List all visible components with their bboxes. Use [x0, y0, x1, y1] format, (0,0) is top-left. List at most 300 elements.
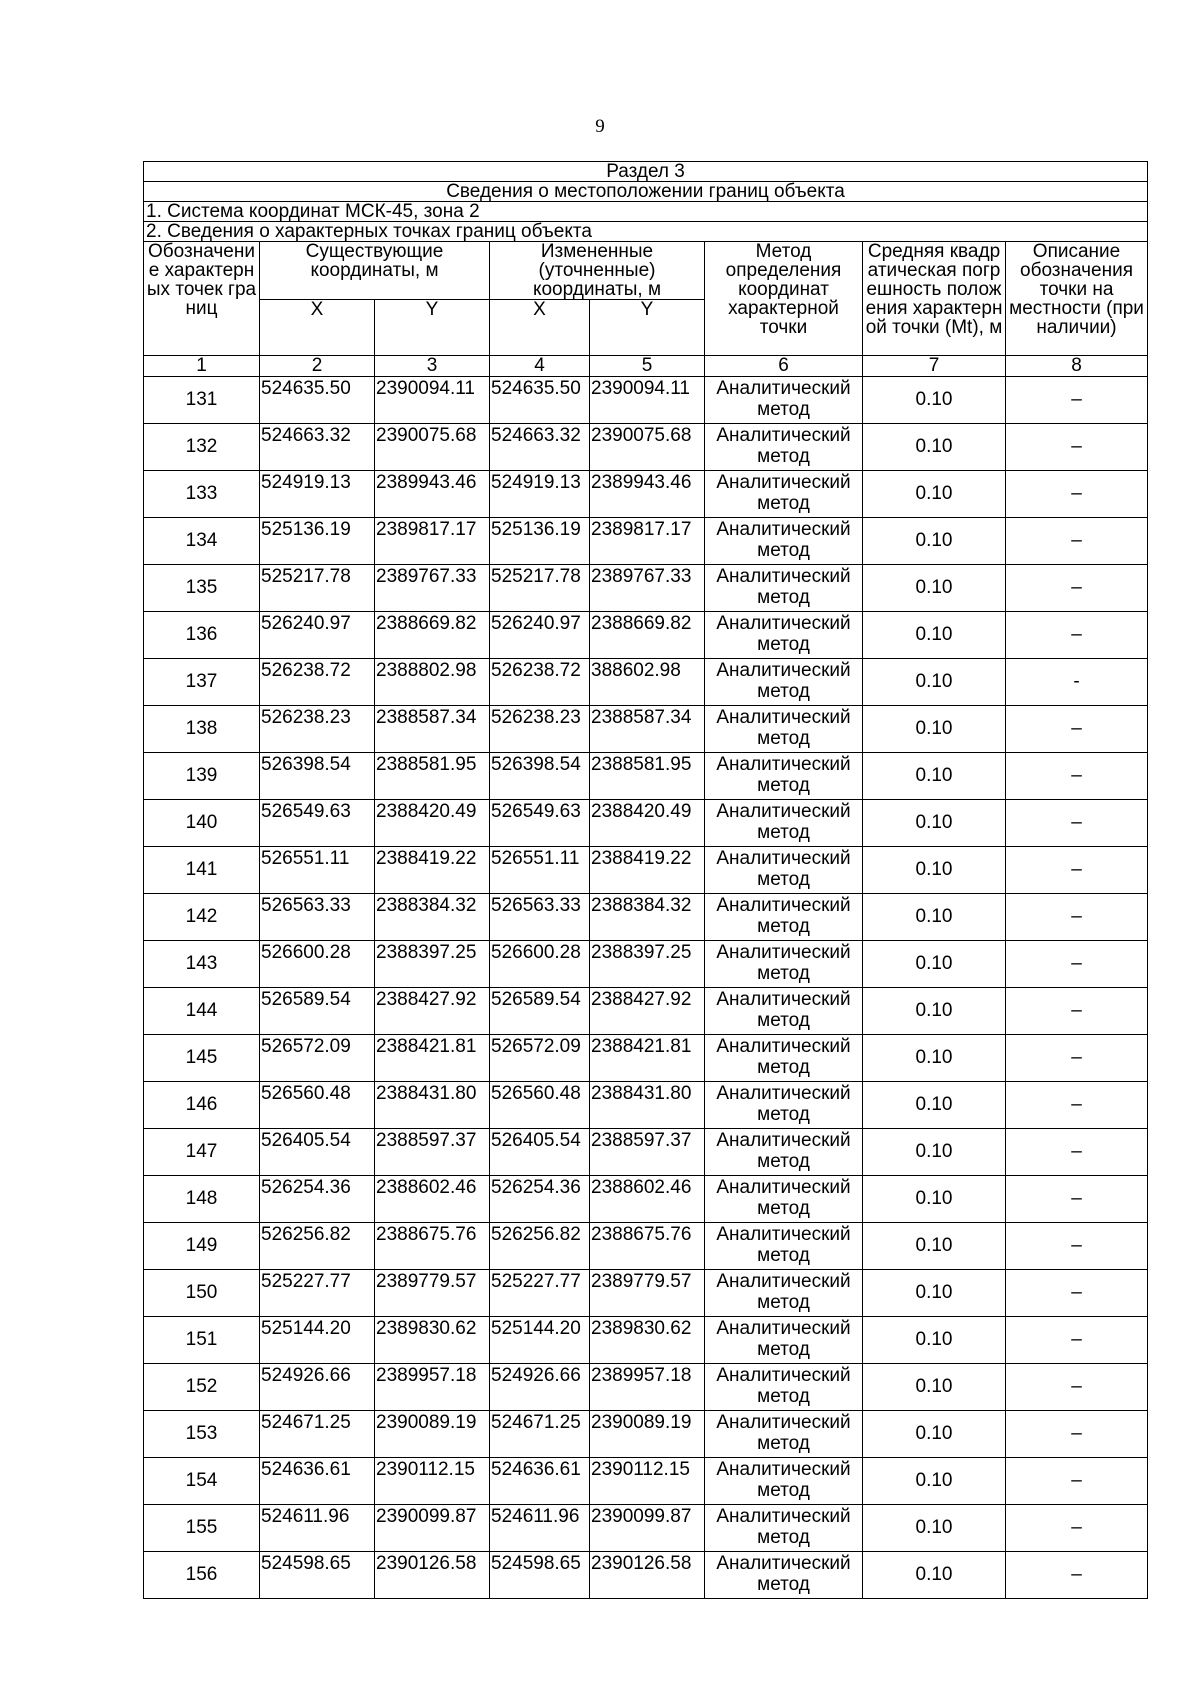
method-line-1: Аналитический [716, 1412, 851, 1433]
existing-x: 524919.13 [260, 471, 375, 518]
method-cell [705, 1505, 863, 1552]
existing-y: 2389767.33 [375, 565, 490, 612]
changed-x: 526589.54 [490, 988, 590, 1035]
point-id: 144 [144, 988, 260, 1035]
description-value: – [1006, 1458, 1148, 1505]
table-row [144, 753, 1148, 800]
method-cell [705, 424, 863, 471]
changed-y: 2390126.58 [590, 1552, 705, 1599]
error-value: 0.10 [863, 424, 1006, 471]
error-value: 0.10 [863, 894, 1006, 941]
method-line-1: Аналитический [716, 1224, 851, 1245]
existing-x: 524611.96 [260, 1505, 375, 1552]
method-cell [705, 471, 863, 518]
existing-x: 526572.09 [260, 1035, 375, 1082]
existing-x: 524636.61 [260, 1458, 375, 1505]
table-row [144, 1176, 1148, 1223]
method-line-2: метод [757, 916, 810, 937]
header-changed-x: X [490, 300, 590, 356]
changed-y: 2389943.46 [590, 471, 705, 518]
method-cell [705, 894, 863, 941]
points-heading-line: 2. Сведения о характерных точках границ объекта [144, 222, 1148, 242]
changed-y: 2389817.17 [590, 518, 705, 565]
changed-x: 526254.36 [490, 1176, 590, 1223]
column-number: 1 [144, 356, 260, 377]
method-line-2: метод [757, 1339, 810, 1360]
point-id: 148 [144, 1176, 260, 1223]
method-line-2: метод [757, 1480, 810, 1501]
existing-x: 525144.20 [260, 1317, 375, 1364]
existing-y: 2388675.76 [375, 1223, 490, 1270]
existing-y: 2388597.37 [375, 1129, 490, 1176]
point-id: 140 [144, 800, 260, 847]
method-line-2: метод [757, 634, 810, 655]
changed-x: 526256.82 [490, 1223, 590, 1270]
point-id: 132 [144, 424, 260, 471]
error-value: 0.10 [863, 800, 1006, 847]
method-line-1: Аналитический [716, 848, 851, 869]
column-number: 8 [1006, 356, 1148, 377]
column-number: 7 [863, 356, 1006, 377]
point-id: 146 [144, 1082, 260, 1129]
method-line-2: метод [757, 963, 810, 984]
point-id: 142 [144, 894, 260, 941]
column-number: 3 [375, 356, 490, 377]
existing-y: 2390089.19 [375, 1411, 490, 1458]
changed-x: 525144.20 [490, 1317, 590, 1364]
table-row [144, 894, 1148, 941]
point-id: 134 [144, 518, 260, 565]
error-value: 0.10 [863, 1035, 1006, 1082]
method-cell [705, 753, 863, 800]
method-line-2: метод [757, 1292, 810, 1313]
method-cell [705, 988, 863, 1035]
changed-x: 525227.77 [490, 1270, 590, 1317]
method-line-1: Аналитический [716, 1459, 851, 1480]
method-cell [705, 518, 863, 565]
description-value: – [1006, 1129, 1148, 1176]
existing-x: 526238.72 [260, 659, 375, 706]
error-value: 0.10 [863, 1411, 1006, 1458]
changed-x: 524611.96 [490, 1505, 590, 1552]
description-value: – [1006, 753, 1148, 800]
error-value: 0.10 [863, 1317, 1006, 1364]
existing-y: 2389830.62 [375, 1317, 490, 1364]
section-subtitle: Сведения о местоположении границ объекта [144, 182, 1148, 202]
description-value: – [1006, 612, 1148, 659]
method-line-2: метод [757, 1151, 810, 1172]
table-row [144, 847, 1148, 894]
header-method: Метод определения координат характерной точки [705, 242, 863, 356]
point-id: 151 [144, 1317, 260, 1364]
method-cell [705, 800, 863, 847]
error-value: 0.10 [863, 471, 1006, 518]
point-id: 156 [144, 1552, 260, 1599]
method-line-2: метод [757, 493, 810, 514]
error-value: 0.10 [863, 377, 1006, 424]
method-line-2: метод [757, 775, 810, 796]
header-existing-y: Y [375, 300, 490, 356]
point-id: 145 [144, 1035, 260, 1082]
coord-system-line: 1. Система координат МСК-45, зона 2 [144, 202, 1148, 222]
description-value: – [1006, 377, 1148, 424]
description-value: – [1006, 847, 1148, 894]
error-value: 0.10 [863, 1505, 1006, 1552]
existing-y: 2390126.58 [375, 1552, 490, 1599]
point-id: 131 [144, 377, 260, 424]
method-line-1: Аналитический [716, 566, 851, 587]
existing-y: 2388669.82 [375, 612, 490, 659]
header-description: Описание обозначения точки на местности (при наличии) [1006, 242, 1148, 356]
method-line-2: метод [757, 869, 810, 890]
description-value: – [1006, 1411, 1148, 1458]
error-value: 0.10 [863, 753, 1006, 800]
table-row [144, 1223, 1148, 1270]
point-id: 139 [144, 753, 260, 800]
method-line-2: метод [757, 1104, 810, 1125]
method-cell [705, 1458, 863, 1505]
method-line-1: Аналитический [716, 1083, 851, 1104]
changed-x: 526238.72 [490, 659, 590, 706]
table-row [144, 518, 1148, 565]
existing-y: 2388802.98 [375, 659, 490, 706]
method-cell [705, 1129, 863, 1176]
existing-y: 2388384.32 [375, 894, 490, 941]
description-value: – [1006, 706, 1148, 753]
changed-x: 526549.63 [490, 800, 590, 847]
method-line-1: Аналитический [716, 472, 851, 493]
description-value: – [1006, 941, 1148, 988]
point-id: 138 [144, 706, 260, 753]
changed-x: 526405.54 [490, 1129, 590, 1176]
existing-x: 526589.54 [260, 988, 375, 1035]
changed-y: 2388675.76 [590, 1223, 705, 1270]
changed-x: 526551.11 [490, 847, 590, 894]
method-line-2: метод [757, 540, 810, 561]
point-id: 136 [144, 612, 260, 659]
changed-x: 524635.50 [490, 377, 590, 424]
changed-y: 2388597.37 [590, 1129, 705, 1176]
error-value: 0.10 [863, 612, 1006, 659]
existing-x: 526256.82 [260, 1223, 375, 1270]
error-value: 0.10 [863, 847, 1006, 894]
changed-x: 524671.25 [490, 1411, 590, 1458]
description-value: – [1006, 471, 1148, 518]
changed-y: 2390099.87 [590, 1505, 705, 1552]
point-id: 154 [144, 1458, 260, 1505]
table-row [144, 988, 1148, 1035]
table-row [144, 1317, 1148, 1364]
existing-x: 526560.48 [260, 1082, 375, 1129]
method-cell [705, 1364, 863, 1411]
changed-y: 2389957.18 [590, 1364, 705, 1411]
method-line-2: метод [757, 822, 810, 843]
description-value: – [1006, 1364, 1148, 1411]
description-value: – [1006, 1270, 1148, 1317]
error-value: 0.10 [863, 1458, 1006, 1505]
changed-x: 524926.66 [490, 1364, 590, 1411]
point-id: 135 [144, 565, 260, 612]
error-value: 0.10 [863, 988, 1006, 1035]
method-line-1: Аналитический [716, 613, 851, 634]
table-row [144, 1035, 1148, 1082]
header-error: Средняя квадратическая погрешность положения характерной точки (Mt), м [863, 242, 1006, 356]
point-id: 152 [144, 1364, 260, 1411]
table-row [144, 471, 1148, 518]
method-cell [705, 1552, 863, 1599]
changed-x: 526572.09 [490, 1035, 590, 1082]
method-cell [705, 1270, 863, 1317]
existing-y: 2388427.92 [375, 988, 490, 1035]
existing-y: 2390099.87 [375, 1505, 490, 1552]
changed-y: 2390094.11 [590, 377, 705, 424]
column-number: 5 [590, 356, 705, 377]
existing-x: 524926.66 [260, 1364, 375, 1411]
existing-y: 2390075.68 [375, 424, 490, 471]
changed-x: 524598.65 [490, 1552, 590, 1599]
method-line-2: метод [757, 587, 810, 608]
existing-y: 2390094.11 [375, 377, 490, 424]
method-line-1: Аналитический [716, 754, 851, 775]
existing-x: 524635.50 [260, 377, 375, 424]
method-line-1: Аналитический [716, 707, 851, 728]
table-row [144, 706, 1148, 753]
boundary-points-table [143, 161, 1148, 1599]
existing-y: 2389943.46 [375, 471, 490, 518]
method-line-1: Аналитический [716, 1365, 851, 1386]
table-row [144, 565, 1148, 612]
existing-y: 2388581.95 [375, 753, 490, 800]
description-value: – [1006, 988, 1148, 1035]
changed-x: 526240.97 [490, 612, 590, 659]
changed-x: 524663.32 [490, 424, 590, 471]
existing-y: 2388419.22 [375, 847, 490, 894]
changed-y: 2388431.80 [590, 1082, 705, 1129]
point-id: 150 [144, 1270, 260, 1317]
error-value: 0.10 [863, 565, 1006, 612]
changed-y: 2388384.32 [590, 894, 705, 941]
table-row [144, 659, 1148, 706]
table-row [144, 1411, 1148, 1458]
error-value: 0.10 [863, 1082, 1006, 1129]
existing-y: 2390112.15 [375, 1458, 490, 1505]
description-value: – [1006, 1505, 1148, 1552]
point-id: 147 [144, 1129, 260, 1176]
method-line-1: Аналитический [716, 989, 851, 1010]
method-cell [705, 847, 863, 894]
method-cell [705, 1411, 863, 1458]
changed-y: 2388602.46 [590, 1176, 705, 1223]
method-line-2: метод [757, 1527, 810, 1548]
method-line-2: метод [757, 1433, 810, 1454]
point-id: 153 [144, 1411, 260, 1458]
method-line-1: Аналитический [716, 1318, 851, 1339]
method-line-1: Аналитический [716, 895, 851, 916]
description-value: – [1006, 1082, 1148, 1129]
method-line-2: метод [757, 1057, 810, 1078]
point-id: 143 [144, 941, 260, 988]
method-line-1: Аналитический [716, 1271, 851, 1292]
method-line-1: Аналитический [716, 801, 851, 822]
changed-y: 2388421.81 [590, 1035, 705, 1082]
existing-x: 524671.25 [260, 1411, 375, 1458]
section-title: Раздел 3 [144, 162, 1148, 182]
error-value: 0.10 [863, 706, 1006, 753]
changed-x: 526238.23 [490, 706, 590, 753]
existing-y: 2388397.25 [375, 941, 490, 988]
method-cell [705, 659, 863, 706]
table-row [144, 612, 1148, 659]
existing-y: 2388602.46 [375, 1176, 490, 1223]
description-value: – [1006, 800, 1148, 847]
error-value: 0.10 [863, 941, 1006, 988]
existing-y: 2389817.17 [375, 518, 490, 565]
column-number: 2 [260, 356, 375, 377]
existing-y: 2388431.80 [375, 1082, 490, 1129]
existing-x: 526405.54 [260, 1129, 375, 1176]
point-id: 141 [144, 847, 260, 894]
changed-y: 2390089.19 [590, 1411, 705, 1458]
error-value: 0.10 [863, 1552, 1006, 1599]
description-value: - [1006, 659, 1148, 706]
changed-y: 2388669.82 [590, 612, 705, 659]
column-number: 4 [490, 356, 590, 377]
changed-x: 526398.54 [490, 753, 590, 800]
table-row [144, 1458, 1148, 1505]
method-cell [705, 1176, 863, 1223]
point-id: 155 [144, 1505, 260, 1552]
method-line-1: Аналитический [716, 1036, 851, 1057]
header-point-designation: Обозначение характерных точек границ [144, 242, 260, 356]
existing-x: 525227.77 [260, 1270, 375, 1317]
changed-y: 2390112.15 [590, 1458, 705, 1505]
method-cell [705, 1082, 863, 1129]
method-line-1: Аналитический [716, 425, 851, 446]
point-id: 133 [144, 471, 260, 518]
header-changed-y: Y [590, 300, 705, 356]
description-value: – [1006, 518, 1148, 565]
method-line-1: Аналитический [716, 1506, 851, 1527]
table-row [144, 1552, 1148, 1599]
existing-x: 526600.28 [260, 941, 375, 988]
existing-x: 526551.11 [260, 847, 375, 894]
changed-y: 388602.98 [590, 659, 705, 706]
method-line-1: Аналитический [716, 1130, 851, 1151]
method-line-1: Аналитический [716, 660, 851, 681]
changed-x: 525217.78 [490, 565, 590, 612]
page-number: 9 [595, 116, 605, 137]
changed-y: 2389767.33 [590, 565, 705, 612]
method-line-1: Аналитический [716, 519, 851, 540]
description-value: – [1006, 424, 1148, 471]
point-id: 149 [144, 1223, 260, 1270]
table-row [144, 1270, 1148, 1317]
existing-x: 524663.32 [260, 424, 375, 471]
error-value: 0.10 [863, 1270, 1006, 1317]
existing-x: 524598.65 [260, 1552, 375, 1599]
changed-x: 526560.48 [490, 1082, 590, 1129]
method-line-2: метод [757, 1245, 810, 1266]
point-id: 137 [144, 659, 260, 706]
method-cell [705, 706, 863, 753]
existing-y: 2389957.18 [375, 1364, 490, 1411]
table-row [144, 1082, 1148, 1129]
column-number: 6 [705, 356, 863, 377]
existing-y: 2388420.49 [375, 800, 490, 847]
changed-x: 526563.33 [490, 894, 590, 941]
changed-y: 2388419.22 [590, 847, 705, 894]
error-value: 0.10 [863, 1223, 1006, 1270]
method-cell [705, 941, 863, 988]
error-value: 0.10 [863, 659, 1006, 706]
table-row [144, 1129, 1148, 1176]
existing-x: 525217.78 [260, 565, 375, 612]
method-line-2: метод [757, 1010, 810, 1031]
changed-x: 524636.61 [490, 1458, 590, 1505]
changed-y: 2389779.57 [590, 1270, 705, 1317]
table-row [144, 377, 1148, 424]
changed-x: 525136.19 [490, 518, 590, 565]
description-value: – [1006, 1552, 1148, 1599]
table-row [144, 800, 1148, 847]
changed-y: 2388420.49 [590, 800, 705, 847]
method-line-2: метод [757, 728, 810, 749]
method-cell [705, 1223, 863, 1270]
table-row [144, 424, 1148, 471]
method-line-1: Аналитический [716, 378, 851, 399]
existing-y: 2389779.57 [375, 1270, 490, 1317]
method-cell [705, 377, 863, 424]
description-value: – [1006, 1035, 1148, 1082]
table-row [144, 941, 1148, 988]
method-line-2: метод [757, 681, 810, 702]
error-value: 0.10 [863, 518, 1006, 565]
description-value: – [1006, 1223, 1148, 1270]
changed-x: 524919.13 [490, 471, 590, 518]
method-line-1: Аналитический [716, 1553, 851, 1574]
method-line-2: метод [757, 1386, 810, 1407]
changed-y: 2390075.68 [590, 424, 705, 471]
changed-x: 526600.28 [490, 941, 590, 988]
existing-x: 526238.23 [260, 706, 375, 753]
description-value: – [1006, 894, 1148, 941]
method-cell [705, 1035, 863, 1082]
existing-x: 526254.36 [260, 1176, 375, 1223]
method-cell [705, 565, 863, 612]
header-changed-coords: Измененные (уточненные) координаты, м [490, 242, 705, 300]
method-line-1: Аналитический [716, 942, 851, 963]
method-line-2: метод [757, 1574, 810, 1595]
existing-x: 526398.54 [260, 753, 375, 800]
changed-y: 2388397.25 [590, 941, 705, 988]
existing-x: 526563.33 [260, 894, 375, 941]
description-value: – [1006, 1317, 1148, 1364]
table-row [144, 1505, 1148, 1552]
header-existing-coords: Существующие координаты, м [260, 242, 490, 300]
table-row [144, 1364, 1148, 1411]
method-cell [705, 612, 863, 659]
existing-x: 526240.97 [260, 612, 375, 659]
changed-y: 2388427.92 [590, 988, 705, 1035]
existing-x: 526549.63 [260, 800, 375, 847]
description-value: – [1006, 1176, 1148, 1223]
error-value: 0.10 [863, 1176, 1006, 1223]
method-line-2: метод [757, 446, 810, 467]
method-line-2: метод [757, 399, 810, 420]
changed-y: 2388581.95 [590, 753, 705, 800]
existing-x: 525136.19 [260, 518, 375, 565]
changed-y: 2388587.34 [590, 706, 705, 753]
